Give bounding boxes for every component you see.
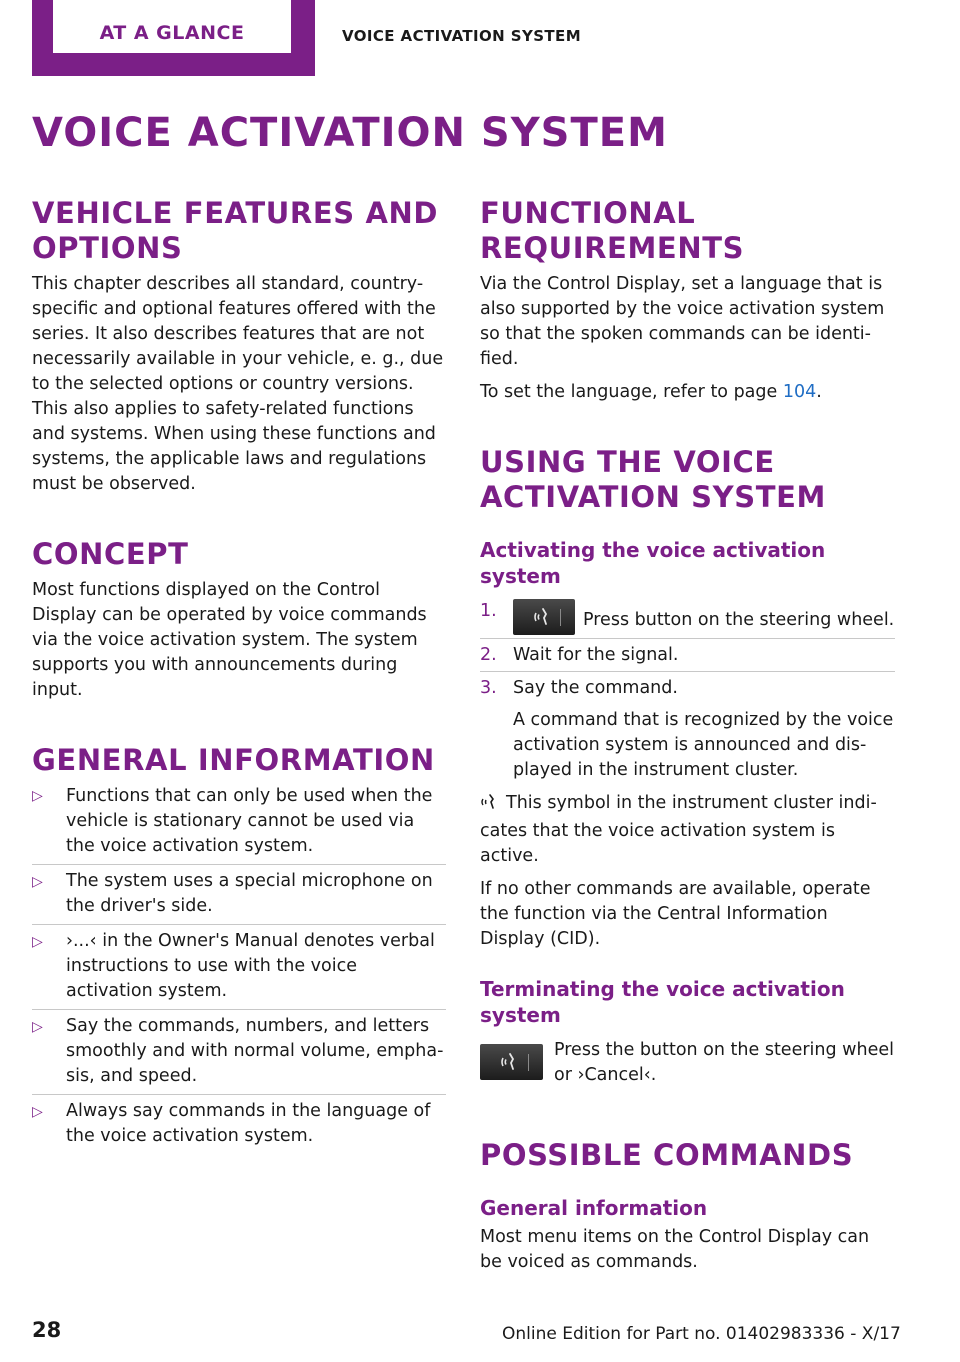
step-number: 1. [480, 601, 497, 621]
list-item-text: Always say commands in the language of the voice activation system. [66, 1101, 431, 1146]
voice-button-icon [480, 1044, 543, 1080]
functional-requirements-body: Via the Control Display, set a language that is also supported by the voice activation system so that the spoken commands can be identified. [480, 274, 885, 369]
possible-commands-section [480, 1138, 895, 1275]
general-information-list [32, 784, 446, 1149]
symbol-note-text: This symbol in the instrument cluster indicates that the voice activation system is active. [480, 793, 877, 866]
possible-commands-subheading: General information [480, 1196, 708, 1220]
step-text: Wait for the signal. [513, 645, 679, 665]
header-section-title: VOICE ACTIVATION SYSTEM [342, 27, 582, 45]
general-information-section [32, 743, 446, 1149]
possible-commands-heading: POSSIBLE COMMANDS [480, 1138, 854, 1172]
list-item-text: Functions that can only be used when the vehicle is stationary cannot be used via the voice activation system. [66, 786, 433, 856]
step-item [480, 599, 895, 635]
list-item [32, 924, 446, 1004]
list-item [32, 864, 446, 919]
triangle-bullet-icon: ▷ [32, 788, 43, 804]
page-ref-prefix: To set the language, refer to page [480, 382, 783, 402]
page-title: VOICE ACTIVATION SYSTEM [32, 110, 668, 156]
page-ref-suffix: . [816, 382, 822, 402]
step-item [480, 671, 895, 783]
footer-edition-text: Online Edition for Part no. 01402983336 - X/17 [502, 1324, 901, 1344]
language-page-reference [480, 380, 895, 405]
terminating-subheading: Terminating the voice activation system [480, 977, 845, 1027]
list-item-text: Say the commands, numbers, and letters smoothly and with normal volume, emphasis, and speed. [66, 1016, 444, 1086]
functional-requirements-section [480, 196, 895, 405]
using-section [480, 445, 895, 1098]
list-item [32, 1094, 446, 1149]
voice-symbol-icon [480, 793, 500, 819]
page-ref-link[interactable]: 104 [782, 382, 817, 402]
no-commands-note: If no other commands are available, operate the function via the Central Information Display (CID). [480, 879, 871, 949]
activating-subheading: Activating the voice activation system [480, 538, 826, 588]
concept-heading: CONCEPT [32, 537, 189, 571]
concept-body: Most functions displayed on the Control Display can be operated by voice commands via the voice activation system. The system supports you with announcements during input. [32, 580, 427, 700]
triangle-bullet-icon: ▷ [32, 874, 43, 890]
activating-steps [480, 599, 895, 783]
step-number: 2. [480, 645, 497, 665]
vehicle-features-heading: VEHICLE FEATURES AND OPTIONS [32, 196, 439, 265]
triangle-bullet-icon: ▷ [32, 934, 43, 950]
step-text: Say the command. [513, 678, 678, 698]
voice-button-icon [513, 599, 575, 635]
possible-commands-body: Most menu items on the Control Display can be voiced as commands. [480, 1227, 870, 1272]
terminating-block [480, 1038, 895, 1098]
list-item-text: ›...‹ in the Owner's Manual denotes verbal instructions to use with the voice activation system. [66, 931, 435, 1001]
step-detail: A command that is recognized by the voice activation system is announced and displayed in the instrument cluster. [513, 710, 894, 780]
concept-section [32, 537, 446, 703]
vehicle-features-body: This chapter describes all standard, country-specific and optional features offered with the series. It also describes features that are not necessarily available in your vehicle, e. g., due to the selected options or country versions. This also applies to safety-related functions and systems. When using these functions and systems, the applicable laws and regulations must be observed. [32, 274, 444, 494]
general-information-heading: GENERAL INFORMATION [32, 743, 435, 777]
step-item [480, 638, 895, 668]
left-column [32, 196, 446, 1149]
step-number: 3. [480, 678, 497, 698]
triangle-bullet-icon: ▷ [32, 1019, 43, 1035]
right-column [480, 196, 895, 1283]
triangle-bullet-icon: ▷ [32, 1104, 43, 1120]
list-item [32, 1009, 446, 1089]
step-text: Press button on the steering wheel. [583, 610, 895, 630]
symbol-note [480, 791, 895, 869]
page-number: 28 [32, 1318, 62, 1342]
list-item-text: The system uses a special microphone on the driver's side. [66, 871, 433, 916]
list-item [32, 784, 446, 859]
header-tab-label[interactable]: AT A GLANCE [99, 22, 245, 44]
vehicle-features-section [32, 196, 446, 497]
using-heading: USING THE VOICE ACTIVATION SYSTEM [480, 445, 826, 514]
functional-requirements-heading: FUNCTIONAL REQUIREMENTS [480, 196, 745, 265]
terminating-body: Press the button on the steering wheel or ›Cancel‹. [554, 1040, 894, 1085]
